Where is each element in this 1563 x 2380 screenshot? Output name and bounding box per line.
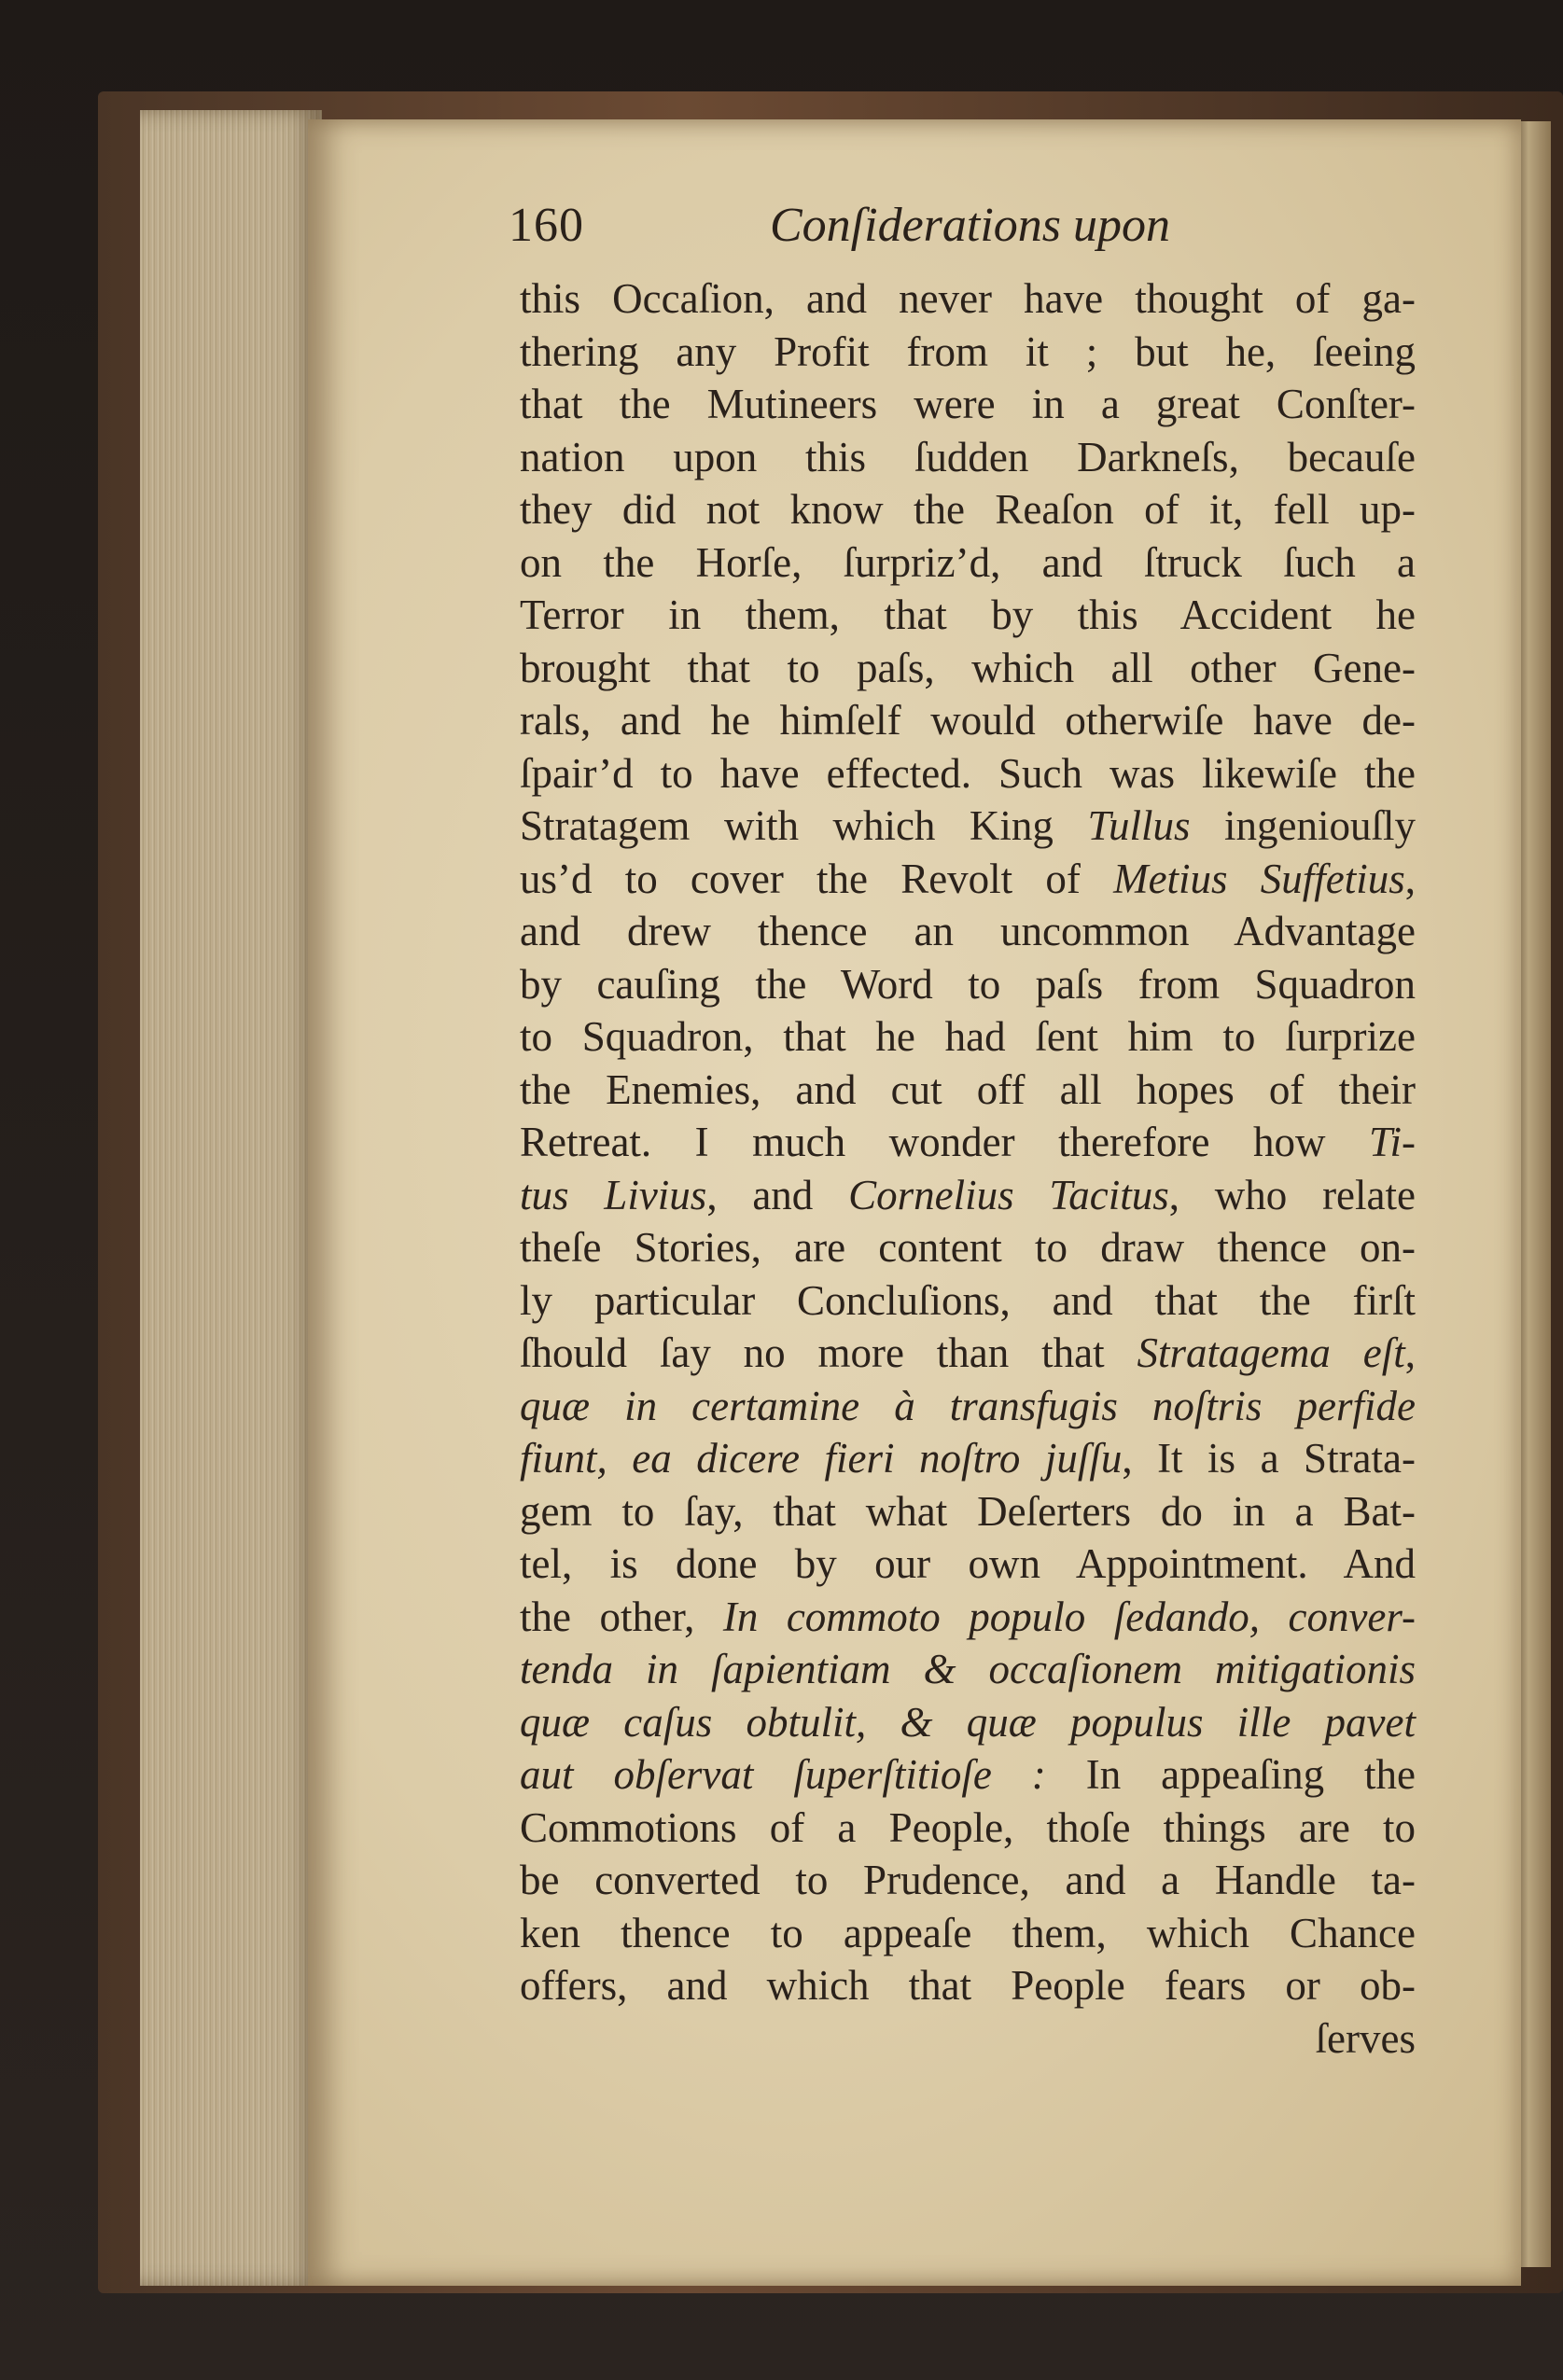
text-line [520, 642, 1416, 695]
text-segment: Retreat. I much wonder therefore how [520, 1119, 1369, 1165]
text-segment: ken thence to appeaſe them, which Chance [520, 1909, 1416, 1956]
italic-text: fiunt, ea dicere fieri noſtro juſſu [520, 1435, 1123, 1482]
italic-text: Stratagema eſt [1137, 1329, 1405, 1376]
text-line [520, 1748, 1416, 1802]
text-segment: rals, and he himſelf would otherwiſe have de- [520, 697, 1416, 744]
text-segment: by cauſing the Word to paſs from Squadron [520, 960, 1416, 1008]
text-segment: , and [706, 1171, 849, 1218]
text-segment: that the Mutineers were in a great Conſter- [520, 381, 1416, 427]
text-segment: us’d to cover the Revolt of [520, 855, 1114, 902]
text-segment: ſhould ſay no more than that [520, 1329, 1137, 1376]
text-line [520, 1485, 1416, 1538]
text-line [520, 1327, 1416, 1380]
text-segment: theſe Stories, are content to draw thence on- [520, 1224, 1416, 1271]
italic-text: aut obſervat ſuperſtitioſe : [520, 1751, 1046, 1798]
text-line [520, 1010, 1416, 1064]
text-line [520, 378, 1416, 431]
text-segment: , It is a Strata- [1122, 1435, 1416, 1482]
text-segment: be converted to Prudence, and a Handle ta- [520, 1857, 1416, 1903]
italic-text: Metius Suffetius [1113, 855, 1405, 902]
text-line [520, 1432, 1416, 1485]
text-segment: In appeaſing the [1045, 1751, 1416, 1798]
text-line [520, 272, 1416, 326]
text-segment: ſerves [1315, 2014, 1416, 2062]
text-line [520, 853, 1416, 906]
text-segment: Commotions of a People, thoſe things are to [520, 1803, 1416, 1851]
text-line [520, 589, 1416, 642]
text-line [520, 483, 1416, 536]
text-line [520, 747, 1416, 800]
text-segment: ſpair’d to have effected. Such was likewiſe the [520, 749, 1416, 797]
text-segment: this Occaſion, and never have thought of ga- [520, 275, 1416, 322]
text-segment: Stratagem with which King [520, 802, 1088, 849]
body-text [520, 272, 1416, 2065]
text-line [520, 1802, 1416, 1855]
italic-text: Cornelius Tacitus [848, 1171, 1169, 1218]
running-title: Conſiderations upon [770, 199, 1171, 252]
italic-text: Ti- [1368, 1119, 1416, 1165]
text-line [520, 536, 1416, 590]
text-line [520, 1643, 1416, 1696]
text-line [520, 958, 1416, 1011]
text-line [520, 1591, 1416, 1644]
text-segment: , [1404, 855, 1416, 902]
text-segment: ingeniouſly [1190, 802, 1416, 849]
text-segment: gem to ſay, that what Deſerters do in a Bat- [520, 1487, 1416, 1535]
text-line [520, 1064, 1416, 1117]
text-segment: Terror in them, that by this Accident he [520, 592, 1416, 638]
text-line [520, 431, 1416, 484]
text-line [520, 1221, 1416, 1274]
italic-text: tenda in ſapientiam & occaſionem mitigationis [520, 1646, 1416, 1692]
page-edges [140, 110, 322, 2286]
text-segment: brought that to paſs, which all other Gene- [520, 644, 1416, 691]
text-line [520, 1959, 1416, 2012]
text-segment: offers, and which that People fears or ob- [520, 1962, 1416, 2009]
text-segment: thering any Profit from it ; but he, ſeeing [520, 327, 1416, 375]
text-segment: nation upon this ſudden Darkneſs, becauſe [520, 433, 1416, 480]
text-line [520, 1380, 1416, 1433]
text-segment: to Squadron, that he had ſent him to ſurprize [520, 1013, 1416, 1060]
text-segment: ly particular Concluſions, and that the firſt [520, 1276, 1416, 1324]
text-segment: the other, [520, 1593, 723, 1640]
italic-text: Tullus [1087, 802, 1191, 849]
text-line [520, 2012, 1416, 2066]
text-line [520, 1274, 1416, 1328]
page-number: 160 [509, 199, 584, 252]
text-line [520, 1538, 1416, 1591]
text-segment: tel, is done by our own Appointment. And [520, 1540, 1416, 1587]
text-line [520, 1854, 1416, 1907]
text-segment: , [1404, 1329, 1416, 1376]
text-line [520, 1169, 1416, 1222]
text-segment: they did not know the Reaſon of it, fell up- [520, 486, 1416, 533]
text-segment: , who relate [1168, 1171, 1416, 1218]
text-segment: and drew thence an uncommon Advantage [520, 908, 1416, 954]
text-line [520, 905, 1416, 958]
italic-text: tus Livius [520, 1171, 707, 1218]
text-line [520, 694, 1416, 747]
text-line [520, 1696, 1416, 1749]
running-head [509, 198, 1451, 263]
text-line [520, 326, 1416, 379]
text-line [520, 800, 1416, 853]
text-segment: on the Horſe, ſurpriz’d, and ſtruck ſuch a [520, 538, 1416, 586]
italic-text: quæ caſus obtulit, & quæ populus ille pavet [520, 1698, 1416, 1746]
italic-text: quæ in certamine à transfugis noſtris perfide [520, 1382, 1416, 1429]
text-line [520, 1907, 1416, 1960]
italic-text: In commoto populo ſedando, conver- [722, 1593, 1416, 1640]
text-segment: the Enemies, and cut off all hopes of their [520, 1065, 1416, 1113]
text-line [520, 1116, 1416, 1169]
